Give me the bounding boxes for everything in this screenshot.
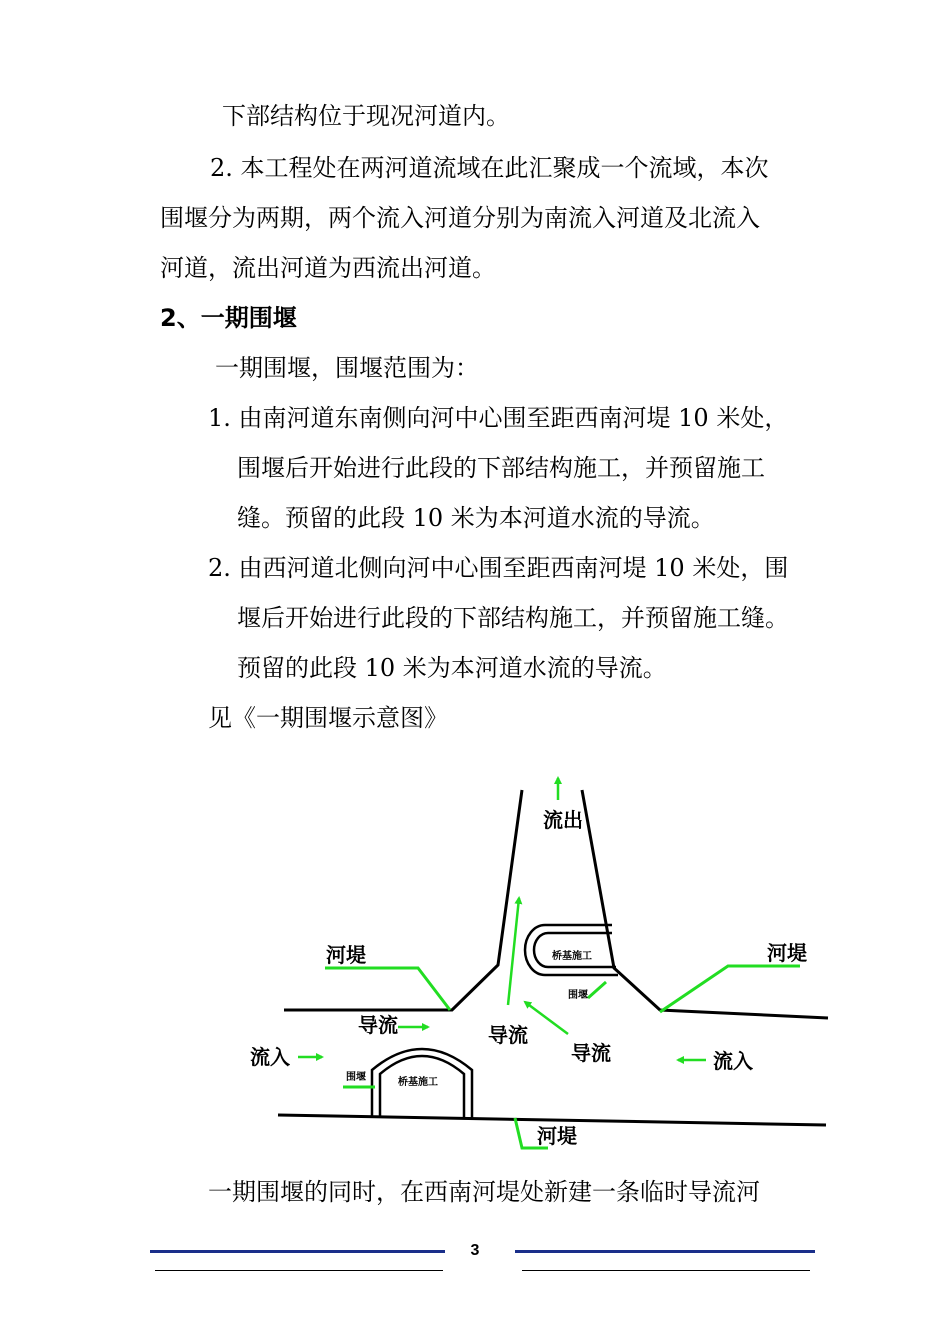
label-diversion-right: 导流 bbox=[571, 1041, 611, 1065]
page-number: 3 bbox=[470, 1242, 480, 1259]
paragraph-line: 2. 本工程处在两河道流域在此汇聚成一个流域，本次 bbox=[210, 154, 769, 182]
list-item-line: 堰后开始进行此段的下部结构施工，并预留施工缝。 bbox=[237, 604, 789, 632]
footer-rule-right-bottom bbox=[522, 1270, 810, 1271]
leader-cofferdam-top bbox=[588, 982, 606, 998]
label-outflow: 流出 bbox=[543, 808, 583, 832]
label-cofferdam-bottom: 围堰 bbox=[346, 1072, 366, 1083]
label-cofferdam-top: 围堰 bbox=[568, 990, 588, 1001]
arrow-diversion-right bbox=[525, 1002, 568, 1034]
leader-embankment-right bbox=[660, 966, 800, 1012]
outflow-channel-right-bank bbox=[582, 790, 828, 1018]
list-item-line: 预留的此段 10 米为本河道水流的导流。 bbox=[237, 654, 667, 682]
footer-rule-left-top bbox=[150, 1250, 445, 1253]
label-embankment-bottom: 河堤 bbox=[537, 1124, 577, 1148]
paragraph-line: 围堰分为两期，两个流入河道分别为南流入河道及北流入 bbox=[160, 204, 760, 232]
closing-paragraph-line: 一期围堰的同时，在西南河堤处新建一条临时导流河 bbox=[208, 1178, 760, 1206]
arrow-center-up bbox=[508, 898, 519, 1005]
paragraph-line: 下部结构位于现况河道内。 bbox=[222, 102, 510, 130]
label-construction-top: 桥基施工 bbox=[552, 951, 592, 962]
label-construction-bottom: 桥基施工 bbox=[398, 1077, 438, 1088]
cofferdam-diagram bbox=[240, 770, 840, 1160]
list-item-line: 缝。预留的此段 10 米为本河道水流的导流。 bbox=[237, 504, 715, 532]
footer-rule-right-top bbox=[515, 1250, 815, 1253]
label-embankment-left: 河堤 bbox=[326, 943, 366, 967]
label-inflow-left: 流入 bbox=[250, 1045, 290, 1069]
label-inflow-right: 流入 bbox=[713, 1049, 753, 1073]
outflow-channel-left-bank bbox=[284, 790, 522, 1010]
section-intro: 一期围堰，围堰范围为： bbox=[215, 354, 479, 382]
label-embankment-right: 河堤 bbox=[767, 941, 807, 965]
label-diversion-center: 导流 bbox=[488, 1023, 528, 1047]
label-diversion-left: 导流 bbox=[358, 1013, 398, 1037]
section-heading: 2、一期围堰 bbox=[160, 304, 297, 332]
leader-embankment-left bbox=[325, 968, 450, 1010]
list-item-line: 围堰后开始进行此段的下部结构施工，并预留施工 bbox=[237, 454, 765, 482]
list-item-line: 2. 由西河道北侧向河中心围至距西南河堤 10 米处，围 bbox=[208, 554, 789, 582]
paragraph-line: 河道，流出河道为西流出河道。 bbox=[160, 254, 496, 282]
list-item-line: 1. 由南河道东南侧向河中心围至距西南河堤 10 米处， bbox=[208, 404, 789, 432]
figure-reference: 见《一期围堰示意图》 bbox=[208, 704, 448, 732]
footer-rule-left-bottom bbox=[155, 1270, 443, 1271]
